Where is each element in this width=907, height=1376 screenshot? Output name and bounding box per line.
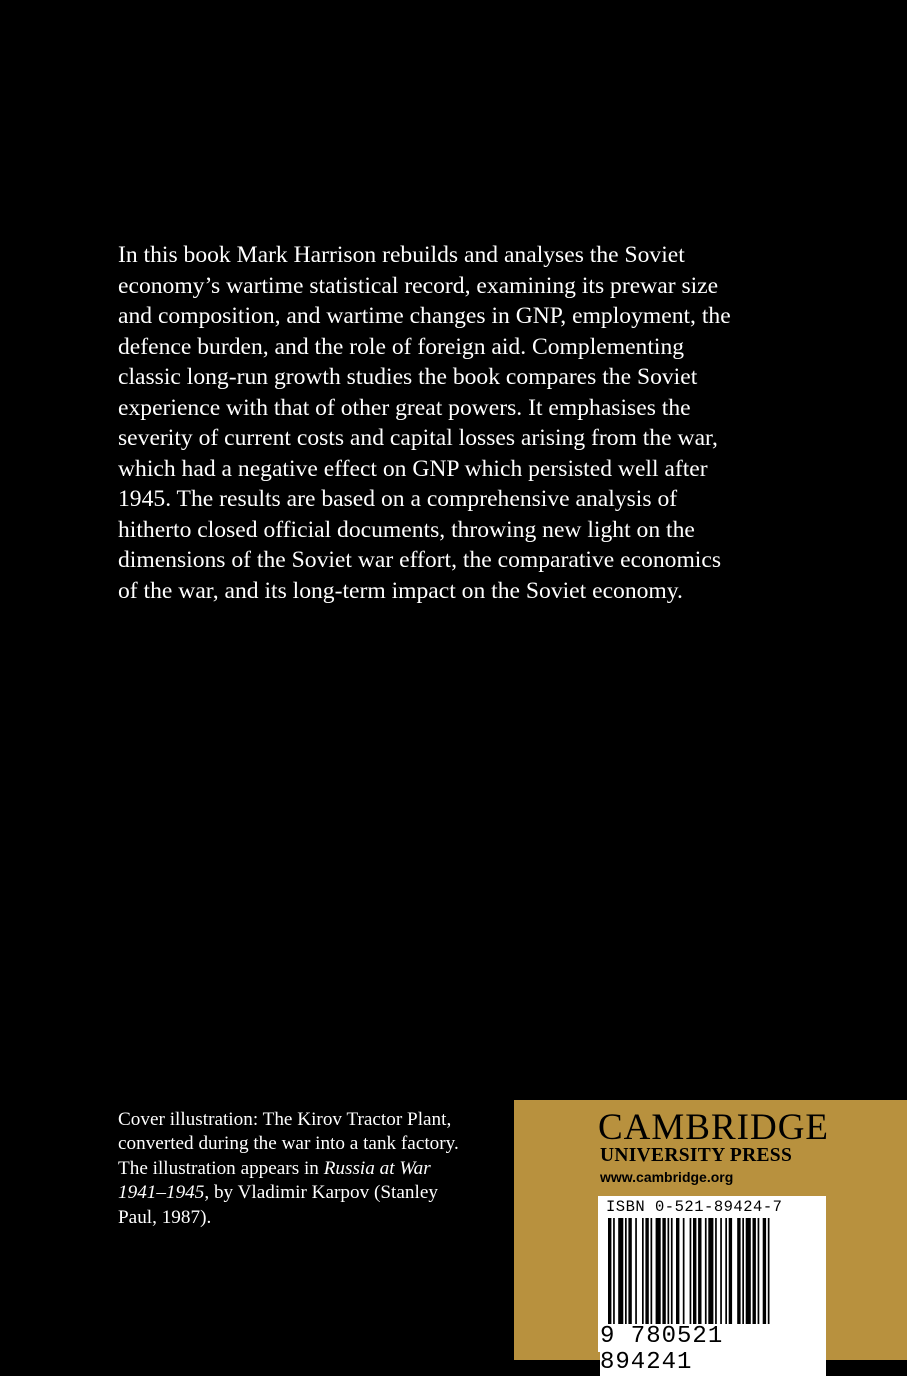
- blurb-line: hitherto closed official documents, throwing new light on the: [118, 516, 695, 543]
- barcode-bar: [742, 1218, 744, 1334]
- credit-text: The illustration appears in: [118, 1157, 324, 1179]
- barcode-bar: [763, 1218, 766, 1334]
- blurb-text: [118, 240, 798, 606]
- barcode-icon: [608, 1218, 818, 1334]
- barcode-bar: [676, 1218, 679, 1334]
- blurb-line: defence burden, and the role of foreign aid. Complementing: [118, 333, 685, 360]
- publisher-name: CAMBRIDGE: [598, 1107, 830, 1148]
- barcode-bar: [729, 1218, 732, 1334]
- barcode-bar: [690, 1218, 692, 1334]
- barcode-bar: [656, 1218, 661, 1334]
- barcode-bar: [746, 1218, 751, 1334]
- barcode-bar: [628, 1218, 631, 1334]
- blurb-line: of the war, and its long-term impact on the Soviet economy.: [118, 577, 683, 604]
- blurb-line: severity of current costs and capital losses arising from the war,: [118, 425, 718, 451]
- barcode-bar: [753, 1218, 756, 1334]
- barcode-bar: [613, 1218, 615, 1334]
- cover-illustration-credit: [118, 1108, 508, 1230]
- credit-line: Cover illustration: The Kirov Tractor Plant,: [118, 1109, 452, 1130]
- blurb-line: In this book Mark Harrison rebuilds and analyses the Soviet: [118, 242, 685, 268]
- barcode-bar: [720, 1218, 722, 1334]
- barcode-box: [598, 1196, 826, 1376]
- barcode-bar: [618, 1218, 623, 1334]
- credit-line: converted during the war into a tank factory.: [118, 1133, 459, 1155]
- blurb-line: dimensions of the Soviet war effort, the comparative economics: [118, 547, 721, 573]
- barcode-bar: [768, 1218, 770, 1334]
- barcode-bar: [708, 1218, 713, 1334]
- blurb-line: classic long-run growth studies the book compares the Soviet: [118, 364, 698, 390]
- barcode-bar: [715, 1218, 717, 1334]
- credit-line: Paul, 1987).: [118, 1206, 212, 1228]
- blurb-line: economy’s wartime statistical record, examining its prewar size: [118, 272, 719, 299]
- publisher-subtitle: UNIVERSITY PRESS: [600, 1145, 793, 1166]
- barcode-bar: [698, 1218, 701, 1334]
- isbn-text: ISBN 0-521-89424-7: [606, 1198, 783, 1216]
- credit-line: [118, 1181, 508, 1205]
- blurb-line: experience with that of other great powers. It emphasises the: [118, 394, 691, 421]
- publisher-panel: [514, 1100, 907, 1376]
- barcode-bar: [651, 1218, 653, 1334]
- barcode-bar: [683, 1218, 685, 1334]
- blurb-line: 1945. The results are based on a comprehensive analysis of: [118, 486, 678, 512]
- barcode-bar: [642, 1218, 644, 1334]
- barcode-bar: [645, 1218, 648, 1334]
- barcode-bar: [625, 1218, 627, 1334]
- barcode-bar: [758, 1218, 760, 1334]
- credit-line: [118, 1157, 508, 1181]
- blurb-line: which had a negative effect on GNP which persisted well after: [118, 455, 708, 482]
- barcode-bar: [705, 1218, 707, 1334]
- publisher-url: www.cambridge.org: [600, 1169, 734, 1185]
- barcode-bar: [693, 1218, 696, 1334]
- barcode-bar: [725, 1218, 727, 1334]
- barcode-bar: [671, 1218, 673, 1334]
- credit-book-title: Russia at War: [323, 1157, 431, 1179]
- barcode-bar: [668, 1218, 670, 1334]
- credit-text: , by Vladimir Karpov (Stanley: [204, 1182, 438, 1204]
- credit-book-years: 1941–1945: [118, 1182, 205, 1204]
- barcode-bar: [737, 1218, 740, 1334]
- barcode-bar: [608, 1218, 611, 1334]
- blurb-line: and composition, and wartime changes in GNP, employment, the: [118, 303, 731, 329]
- barcode-bar: [662, 1218, 665, 1334]
- barcode-bar: [635, 1218, 637, 1334]
- barcode-digits: 9 780521 894241: [600, 1324, 826, 1376]
